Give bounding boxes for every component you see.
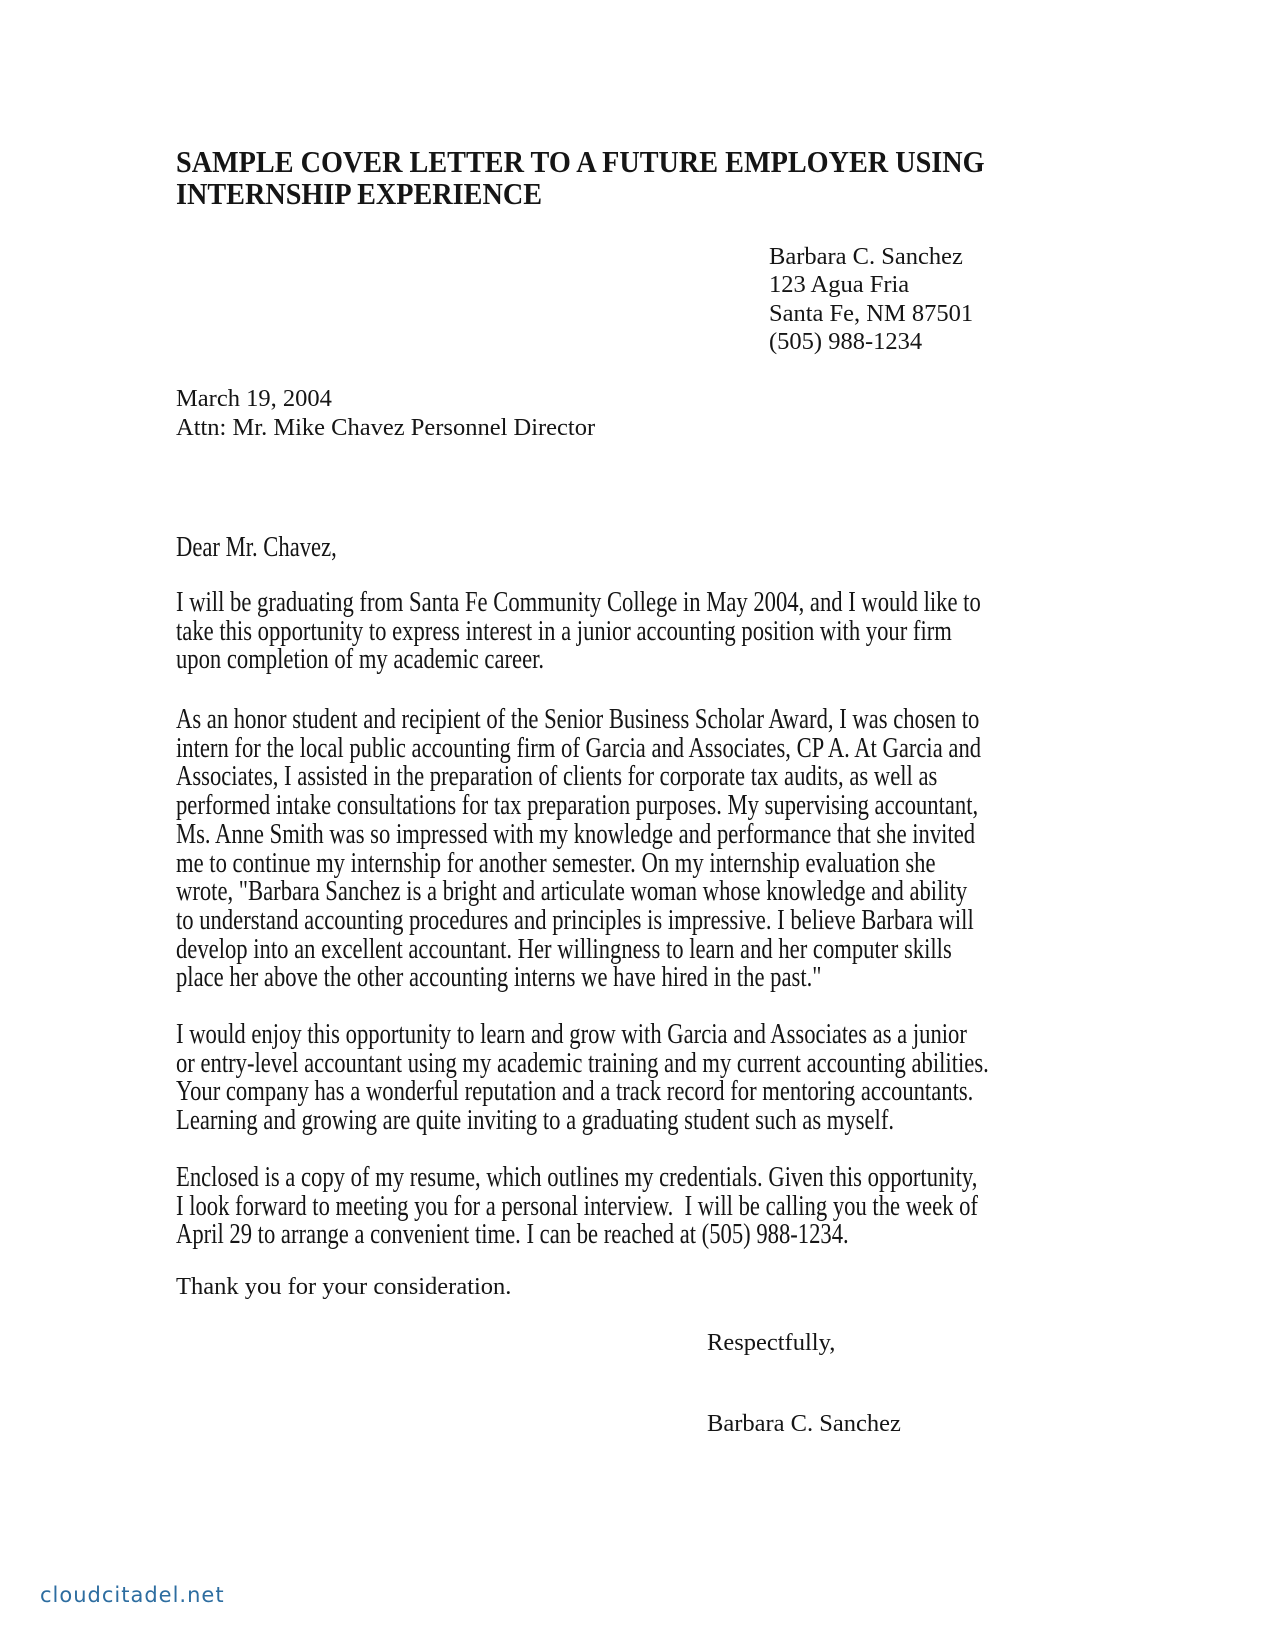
paragraph-line: or entry-level accountant using my academic training and my current accounting abilities. — [176, 1046, 989, 1079]
paragraph-line: to understand accounting procedures and principles is impressive. I believe Barbara will — [176, 903, 974, 936]
paragraph-line: As an honor student and recipient of the Senior Business Scholar Award, I was chosen to — [176, 703, 980, 735]
sender-city-state-zip: Santa Fe, NM 87501 — [769, 299, 974, 327]
paragraph-line: take this opportunity to express interest in a junior accounting position with your firm — [176, 614, 952, 647]
letter-date: March 19, 2004 — [176, 385, 332, 412]
paragraph-4 — [176, 1163, 1065, 1249]
paragraph-line: I look forward to meeting you for a personal interview. I will be calling you the week of — [176, 1189, 978, 1222]
paragraph-line: I will be graduating from Santa Fe Community College in May 2004, and I would like to — [176, 586, 981, 618]
letter-title-line-1: SAMPLE COVER LETTER TO A FUTURE EMPLOYER USING — [176, 144, 985, 179]
signature-name: Barbara C. Sanchez — [707, 1410, 901, 1437]
paragraph-line: place her above the other accounting interns we have hired in the past." — [176, 961, 822, 994]
paragraph-line: intern for the local public accounting firm of Garcia and Associates, CP A. At Garcia and — [176, 731, 982, 764]
letter-title-line-2: INTERNSHIP EXPERIENCE — [176, 176, 543, 211]
salutation: Dear Mr. Chavez, — [176, 531, 337, 563]
paragraph-1 — [176, 588, 1065, 674]
paragraph-line: upon completion of my academic career. — [176, 643, 545, 676]
paragraph-line: develop into an excellent accountant. Her willingness to learn and her computer skills — [176, 932, 952, 965]
paragraph-line: April 29 to arrange a convenient time. I can be reached at (505) 988-1234. — [176, 1218, 849, 1251]
valediction: Respectfully, — [707, 1329, 836, 1356]
paragraph-2 — [176, 705, 1065, 992]
paragraph-3 — [176, 1020, 1065, 1135]
letter-title — [176, 146, 985, 210]
paragraph-line: Ms. Anne Smith was so impressed with my knowledge and performance that she invited — [176, 817, 976, 850]
watermark-text: cloudcitadel.net — [40, 1583, 225, 1607]
paragraph-line: Learning and growing are quite inviting to a graduating student such as myself. — [176, 1104, 895, 1137]
paragraph-line: performed intake consultations for tax preparation purposes. My supervising accountant, — [176, 789, 979, 822]
paragraph-line: Your company has a wonderful reputation and a track record for mentoring accountants. — [176, 1075, 974, 1108]
sender-street: 123 Agua Fria — [769, 271, 910, 299]
paragraph-line: wrote, "Barbara Sanchez is a bright and articulate woman whose knowledge and ability — [176, 875, 968, 908]
sender-phone: (505) 988-1234 — [769, 327, 923, 355]
paragraph-line: Associates, I assisted in the preparation of clients for corporate tax audits, as well as — [176, 760, 938, 793]
paragraph-line: Enclosed is a copy of my resume, which outlines my credentials. Given this opportunity, — [176, 1161, 978, 1193]
paragraph-line: me to continue my internship for another semester. On my internship evaluation she — [176, 846, 936, 879]
sender-name: Barbara C. Sanchez — [769, 243, 963, 270]
date-attn-block — [176, 384, 595, 443]
paragraph-line: I would enjoy this opportunity to learn and grow with Garcia and Associates as a junior — [176, 1018, 967, 1050]
closing-thanks: Thank you for your consideration. — [176, 1273, 512, 1300]
attention-line: Attn: Mr. Mike Chavez Personnel Director — [176, 414, 596, 442]
sender-address-block — [769, 243, 973, 356]
